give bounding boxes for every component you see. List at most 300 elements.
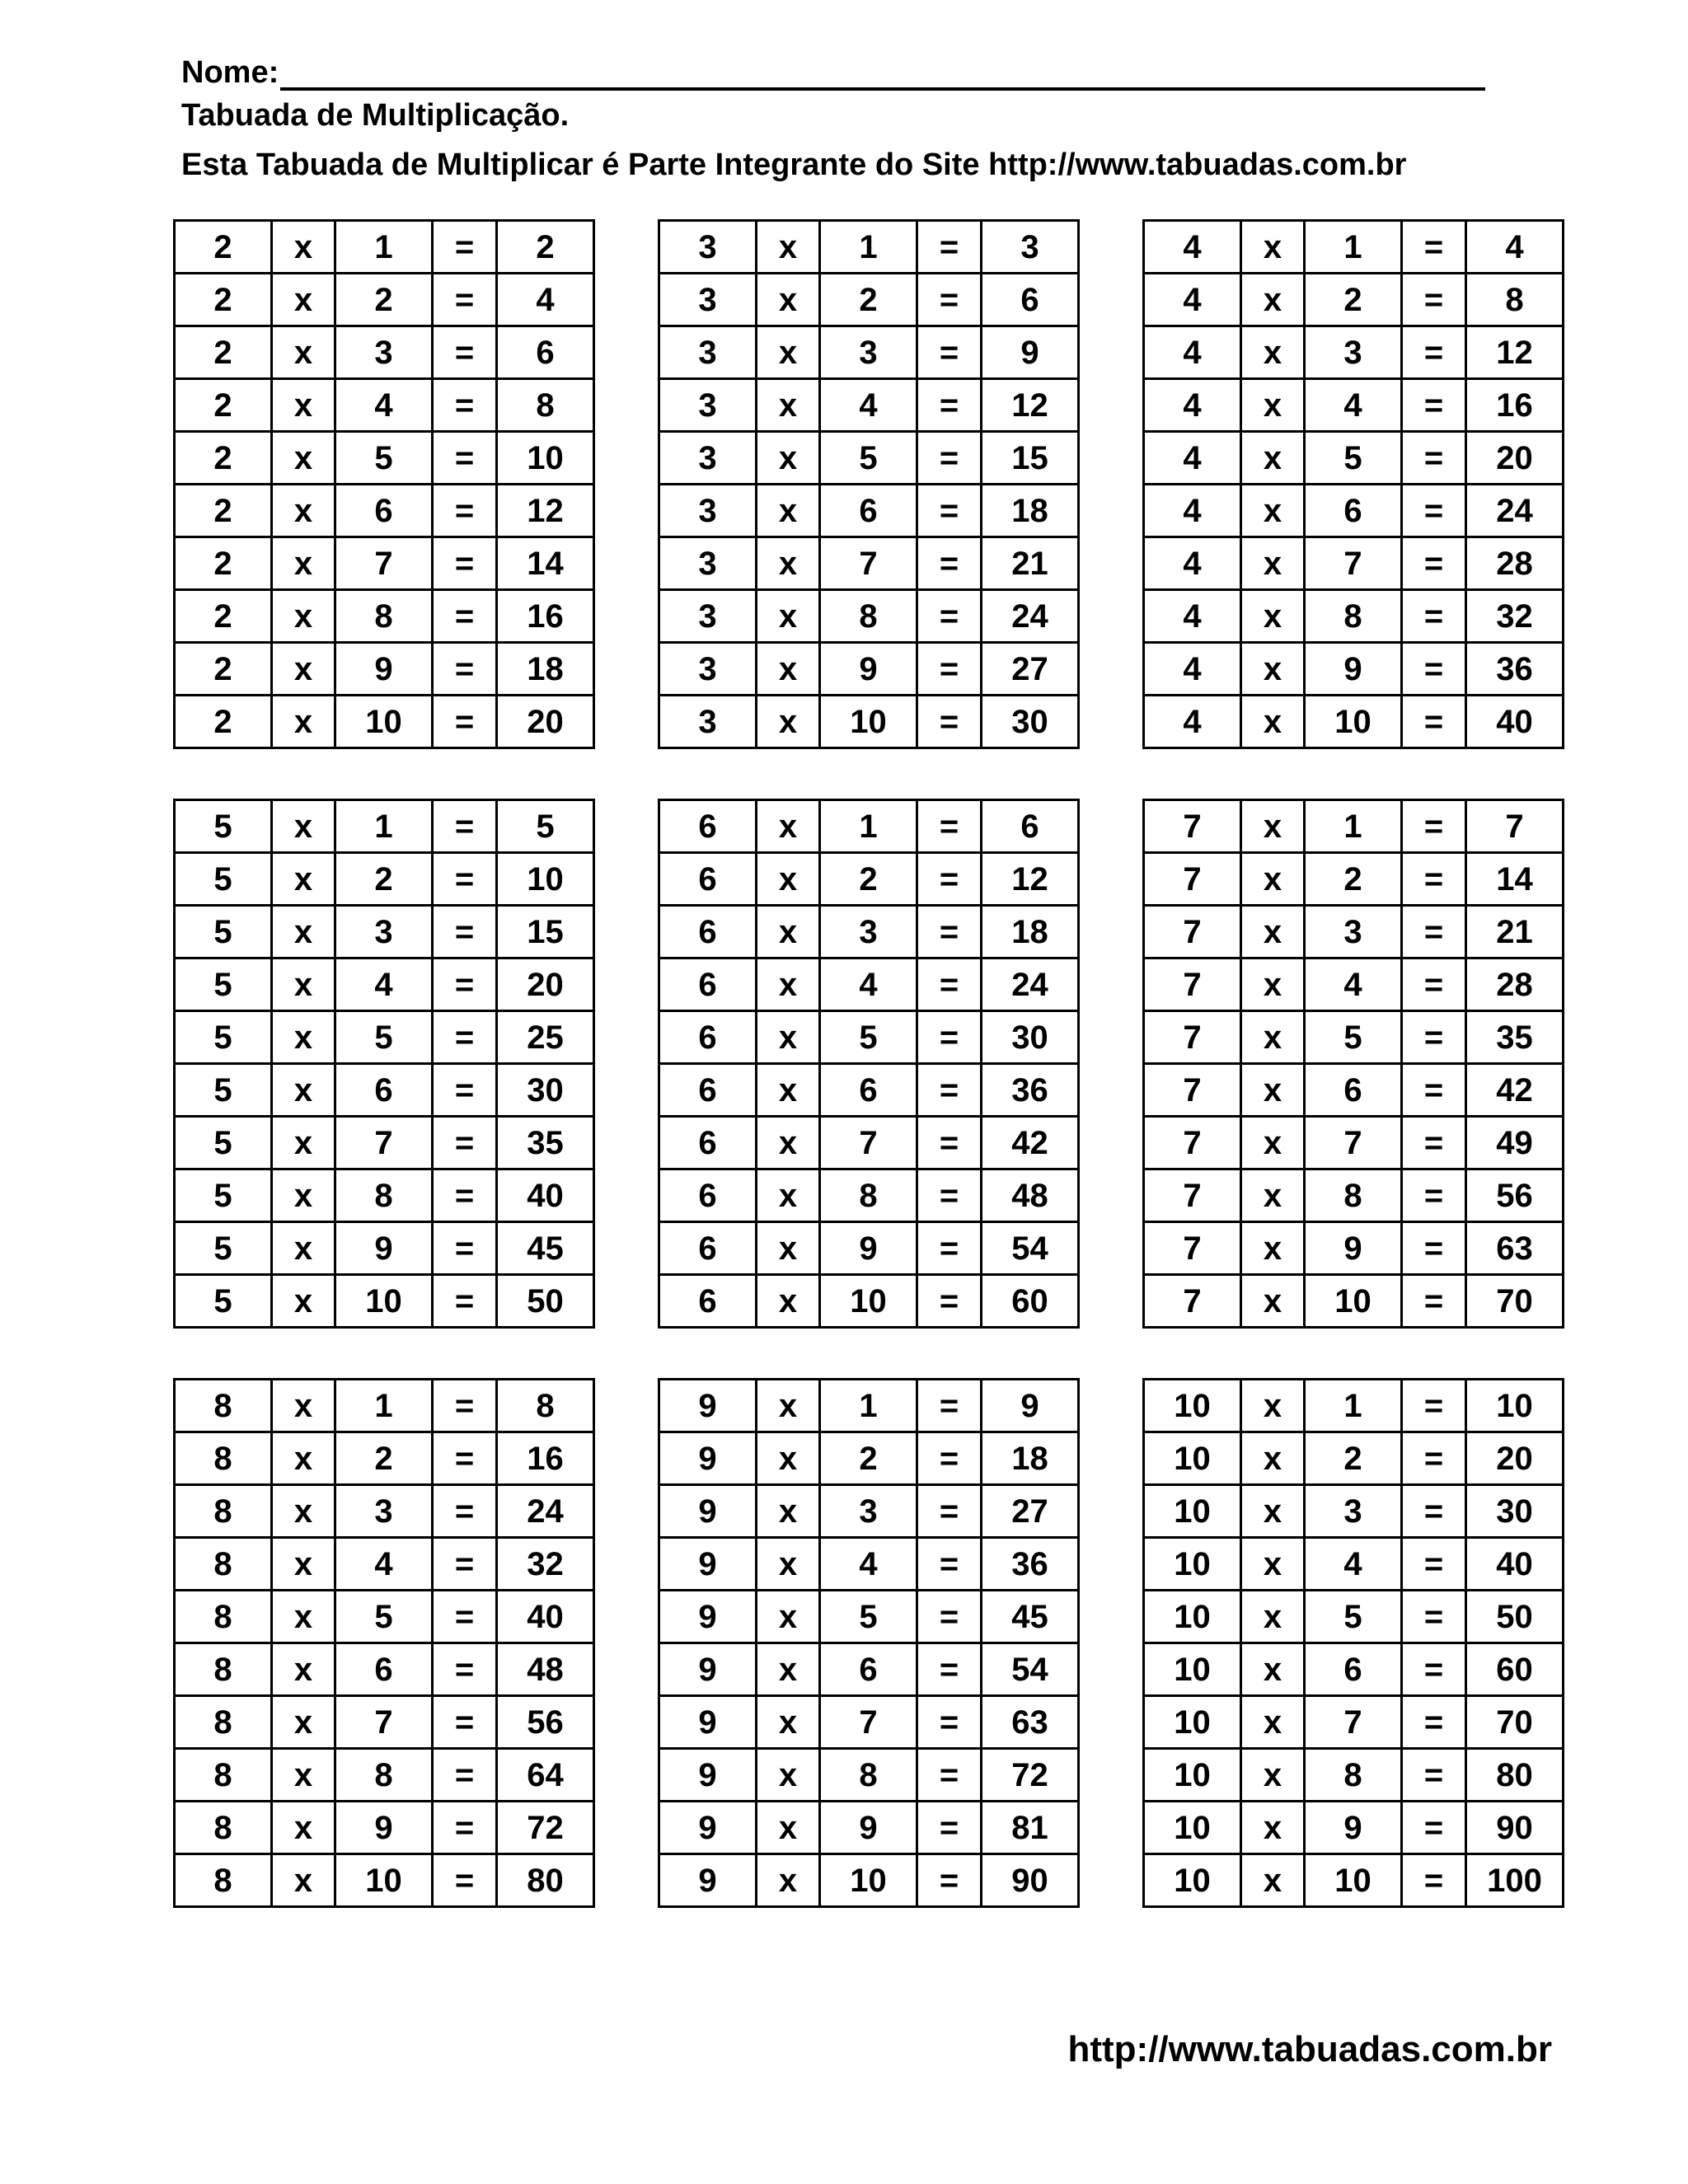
table-row: [1144, 1432, 1564, 1485]
multiplier-cell: 10: [1305, 696, 1402, 748]
times-symbol-cell: x: [757, 1749, 820, 1802]
result-cell: 90: [982, 1854, 1079, 1907]
table-row: [175, 643, 594, 696]
result-cell: 63: [1466, 1222, 1564, 1275]
base-cell: 2: [175, 537, 272, 590]
equals-symbol-cell: =: [1402, 537, 1466, 590]
table-row: [175, 1485, 594, 1538]
multiplier-cell: 7: [1305, 537, 1402, 590]
equals-symbol-cell: =: [917, 1854, 982, 1907]
times-symbol-cell: x: [272, 906, 335, 958]
base-cell: 5: [175, 1169, 272, 1222]
result-cell: 36: [982, 1538, 1079, 1591]
base-cell: 2: [175, 221, 272, 274]
equals-symbol-cell: =: [1402, 485, 1466, 537]
equals-symbol-cell: =: [433, 379, 497, 432]
base-cell: 10: [1144, 1485, 1241, 1538]
result-cell: 10: [1466, 1380, 1564, 1432]
multiplier-cell: 10: [1305, 1275, 1402, 1328]
result-cell: 40: [497, 1169, 594, 1222]
equals-symbol-cell: =: [433, 1117, 497, 1169]
result-cell: 24: [497, 1485, 594, 1538]
result-cell: 54: [982, 1643, 1079, 1696]
result-cell: 72: [982, 1749, 1079, 1802]
table-row: [1144, 326, 1564, 379]
table-row: [175, 274, 594, 326]
times-symbol-cell: x: [1241, 1696, 1305, 1749]
result-cell: 15: [982, 432, 1079, 485]
multiplier-cell: 4: [820, 1538, 917, 1591]
equals-symbol-cell: =: [433, 274, 497, 326]
table-row: [1144, 1117, 1564, 1169]
times-symbol-cell: x: [1241, 800, 1305, 853]
multiplication-table-4: [1142, 219, 1564, 749]
times-symbol-cell: x: [272, 537, 335, 590]
times-symbol-cell: x: [1241, 643, 1305, 696]
result-cell: 64: [497, 1749, 594, 1802]
multiplier-cell: 10: [820, 696, 917, 748]
result-cell: 7: [1466, 800, 1564, 853]
table-row: [659, 1169, 1079, 1222]
equals-symbol-cell: =: [1402, 1854, 1466, 1907]
base-cell: 3: [659, 432, 757, 485]
table-row: [1144, 1169, 1564, 1222]
table-row: [659, 1749, 1079, 1802]
multiplier-cell: 6: [335, 485, 433, 537]
multiplier-cell: 10: [335, 1854, 433, 1907]
times-symbol-cell: x: [1241, 1432, 1305, 1485]
multiplier-cell: 3: [335, 906, 433, 958]
table-row: [175, 1591, 594, 1643]
base-cell: 9: [659, 1485, 757, 1538]
result-cell: 81: [982, 1802, 1079, 1854]
multiplier-cell: 8: [820, 1169, 917, 1222]
multiplier-cell: 5: [1305, 1011, 1402, 1064]
multiplier-cell: 4: [335, 379, 433, 432]
times-symbol-cell: x: [757, 1432, 820, 1485]
times-symbol-cell: x: [757, 958, 820, 1011]
base-cell: 10: [1144, 1380, 1241, 1432]
worksheet-title: Tabuada de Multiplicação.: [181, 98, 570, 133]
table-row: [175, 1749, 594, 1802]
multiplier-cell: 6: [1305, 1064, 1402, 1117]
base-cell: 8: [175, 1591, 272, 1643]
times-symbol-cell: x: [757, 537, 820, 590]
times-symbol-cell: x: [1241, 537, 1305, 590]
table-row: [659, 485, 1079, 537]
times-symbol-cell: x: [757, 1064, 820, 1117]
times-symbol-cell: x: [1241, 221, 1305, 274]
equals-symbol-cell: =: [433, 221, 497, 274]
name-line: [181, 48, 1517, 91]
result-cell: 60: [1466, 1643, 1564, 1696]
result-cell: 28: [1466, 537, 1564, 590]
equals-symbol-cell: =: [1402, 1538, 1466, 1591]
equals-symbol-cell: =: [433, 1275, 497, 1328]
equals-symbol-cell: =: [917, 853, 982, 906]
multiplier-cell: 1: [820, 800, 917, 853]
times-symbol-cell: x: [757, 1802, 820, 1854]
table-row: [175, 1222, 594, 1275]
times-symbol-cell: x: [272, 1064, 335, 1117]
multiplier-cell: 2: [820, 853, 917, 906]
base-cell: 7: [1144, 1011, 1241, 1064]
multiplier-cell: 5: [335, 432, 433, 485]
times-symbol-cell: x: [272, 1222, 335, 1275]
times-symbol-cell: x: [757, 590, 820, 643]
equals-symbol-cell: =: [1402, 590, 1466, 643]
base-cell: 2: [175, 696, 272, 748]
multiplication-table-8: [173, 1378, 595, 1908]
base-cell: 3: [659, 590, 757, 643]
equals-symbol-cell: =: [1402, 1064, 1466, 1117]
multiplier-cell: 4: [1305, 1538, 1402, 1591]
result-cell: 8: [497, 379, 594, 432]
base-cell: 5: [175, 958, 272, 1011]
result-cell: 32: [497, 1538, 594, 1591]
times-symbol-cell: x: [272, 1802, 335, 1854]
multiplier-cell: 9: [335, 643, 433, 696]
multiplier-cell: 8: [1305, 590, 1402, 643]
multiplier-cell: 6: [1305, 1643, 1402, 1696]
equals-symbol-cell: =: [433, 1538, 497, 1591]
multiplier-cell: 8: [335, 1749, 433, 1802]
result-cell: 14: [1466, 853, 1564, 906]
multiplier-cell: 2: [1305, 1432, 1402, 1485]
equals-symbol-cell: =: [917, 958, 982, 1011]
times-symbol-cell: x: [757, 906, 820, 958]
base-cell: 3: [659, 379, 757, 432]
multiplier-cell: 7: [1305, 1696, 1402, 1749]
multiplier-cell: 3: [1305, 326, 1402, 379]
times-symbol-cell: x: [1241, 853, 1305, 906]
base-cell: 7: [1144, 1222, 1241, 1275]
equals-symbol-cell: =: [917, 1117, 982, 1169]
table-row: [659, 1064, 1079, 1117]
base-cell: 3: [659, 696, 757, 748]
result-cell: 60: [982, 1275, 1079, 1328]
name-write-line[interactable]: [280, 56, 1485, 91]
equals-symbol-cell: =: [1402, 643, 1466, 696]
result-cell: 20: [497, 696, 594, 748]
result-cell: 24: [982, 958, 1079, 1011]
table-row: [659, 1011, 1079, 1064]
equals-symbol-cell: =: [1402, 326, 1466, 379]
equals-symbol-cell: =: [1402, 1749, 1466, 1802]
result-cell: 80: [1466, 1749, 1564, 1802]
times-symbol-cell: x: [272, 1749, 335, 1802]
table-row: [659, 800, 1079, 853]
multiplier-cell: 2: [1305, 274, 1402, 326]
result-cell: 21: [982, 537, 1079, 590]
times-symbol-cell: x: [757, 485, 820, 537]
result-cell: 70: [1466, 1696, 1564, 1749]
result-cell: 18: [982, 1432, 1079, 1485]
base-cell: 5: [175, 1222, 272, 1275]
times-symbol-cell: x: [1241, 326, 1305, 379]
base-cell: 2: [175, 326, 272, 379]
multiplier-cell: 9: [820, 1222, 917, 1275]
equals-symbol-cell: =: [433, 853, 497, 906]
base-cell: 3: [659, 274, 757, 326]
equals-symbol-cell: =: [1402, 221, 1466, 274]
base-cell: 6: [659, 1117, 757, 1169]
times-symbol-cell: x: [757, 696, 820, 748]
table-row: [175, 1696, 594, 1749]
times-symbol-cell: x: [1241, 1591, 1305, 1643]
equals-symbol-cell: =: [433, 1064, 497, 1117]
table-row: [659, 1117, 1079, 1169]
times-symbol-cell: x: [757, 274, 820, 326]
base-cell: 2: [175, 590, 272, 643]
equals-symbol-cell: =: [917, 1275, 982, 1328]
result-cell: 9: [982, 326, 1079, 379]
base-cell: 7: [1144, 1064, 1241, 1117]
table-row: [175, 906, 594, 958]
equals-symbol-cell: =: [917, 537, 982, 590]
multiplier-cell: 8: [820, 1749, 917, 1802]
times-symbol-cell: x: [1241, 1854, 1305, 1907]
base-cell: 6: [659, 958, 757, 1011]
times-symbol-cell: x: [757, 853, 820, 906]
times-symbol-cell: x: [757, 221, 820, 274]
result-cell: 30: [982, 696, 1079, 748]
table-row: [1144, 958, 1564, 1011]
equals-symbol-cell: =: [1402, 958, 1466, 1011]
times-symbol-cell: x: [272, 1011, 335, 1064]
table-row: [175, 1169, 594, 1222]
result-cell: 21: [1466, 906, 1564, 958]
base-cell: 6: [659, 1275, 757, 1328]
equals-symbol-cell: =: [917, 1538, 982, 1591]
base-cell: 4: [1144, 537, 1241, 590]
times-symbol-cell: x: [272, 1275, 335, 1328]
result-cell: 12: [982, 853, 1079, 906]
equals-symbol-cell: =: [917, 1749, 982, 1802]
times-symbol-cell: x: [272, 590, 335, 643]
equals-symbol-cell: =: [917, 906, 982, 958]
table-row: [659, 326, 1079, 379]
result-cell: 48: [497, 1643, 594, 1696]
times-symbol-cell: x: [1241, 1538, 1305, 1591]
times-symbol-cell: x: [1241, 1222, 1305, 1275]
equals-symbol-cell: =: [917, 1011, 982, 1064]
base-cell: 3: [659, 221, 757, 274]
table-row: [659, 1643, 1079, 1696]
multiplier-cell: 9: [335, 1222, 433, 1275]
times-symbol-cell: x: [1241, 1275, 1305, 1328]
equals-symbol-cell: =: [1402, 379, 1466, 432]
equals-symbol-cell: =: [1402, 906, 1466, 958]
table-row: [1144, 537, 1564, 590]
table-row: [1144, 1011, 1564, 1064]
base-cell: 4: [1144, 274, 1241, 326]
base-cell: 7: [1144, 958, 1241, 1011]
result-cell: 35: [497, 1117, 594, 1169]
times-symbol-cell: x: [1241, 1117, 1305, 1169]
times-symbol-cell: x: [1241, 1749, 1305, 1802]
base-cell: 6: [659, 1169, 757, 1222]
result-cell: 8: [497, 1380, 594, 1432]
multiplier-cell: 9: [1305, 1802, 1402, 1854]
equals-symbol-cell: =: [1402, 274, 1466, 326]
equals-symbol-cell: =: [1402, 1117, 1466, 1169]
times-symbol-cell: x: [1241, 1802, 1305, 1854]
equals-symbol-cell: =: [433, 643, 497, 696]
multiplier-cell: 8: [335, 1169, 433, 1222]
equals-symbol-cell: =: [917, 1222, 982, 1275]
table-row: [659, 1380, 1079, 1432]
base-cell: 9: [659, 1538, 757, 1591]
result-cell: 27: [982, 643, 1079, 696]
multiplication-table-5: [173, 799, 595, 1329]
multiplier-cell: 9: [820, 643, 917, 696]
times-symbol-cell: x: [757, 1643, 820, 1696]
equals-symbol-cell: =: [1402, 1643, 1466, 1696]
multiplier-cell: 1: [335, 221, 433, 274]
table-row: [175, 800, 594, 853]
equals-symbol-cell: =: [1402, 1011, 1466, 1064]
equals-symbol-cell: =: [917, 1591, 982, 1643]
multiplication-table-7: [1142, 799, 1564, 1329]
equals-symbol-cell: =: [433, 590, 497, 643]
base-cell: 8: [175, 1432, 272, 1485]
result-cell: 70: [1466, 1275, 1564, 1328]
times-symbol-cell: x: [757, 432, 820, 485]
base-cell: 6: [659, 1064, 757, 1117]
times-symbol-cell: x: [757, 326, 820, 379]
multiplier-cell: 7: [1305, 1117, 1402, 1169]
times-symbol-cell: x: [1241, 1011, 1305, 1064]
equals-symbol-cell: =: [433, 1222, 497, 1275]
result-cell: 3: [982, 221, 1079, 274]
result-cell: 14: [497, 537, 594, 590]
equals-symbol-cell: =: [433, 485, 497, 537]
table-row: [659, 1222, 1079, 1275]
result-cell: 100: [1466, 1854, 1564, 1907]
result-cell: 12: [982, 379, 1079, 432]
table-row: [175, 590, 594, 643]
equals-symbol-cell: =: [433, 432, 497, 485]
multiplier-cell: 1: [1305, 221, 1402, 274]
multiplier-cell: 2: [335, 274, 433, 326]
base-cell: 9: [659, 1432, 757, 1485]
table-row: [659, 1854, 1079, 1907]
base-cell: 10: [1144, 1749, 1241, 1802]
multiplier-cell: 3: [820, 906, 917, 958]
result-cell: 49: [1466, 1117, 1564, 1169]
equals-symbol-cell: =: [1402, 1696, 1466, 1749]
result-cell: 25: [497, 1011, 594, 1064]
multiplication-table-3: [658, 219, 1080, 749]
base-cell: 5: [175, 800, 272, 853]
result-cell: 32: [1466, 590, 1564, 643]
table-row: [175, 1643, 594, 1696]
multiplier-cell: 5: [335, 1591, 433, 1643]
equals-symbol-cell: =: [917, 1380, 982, 1432]
base-cell: 5: [175, 1064, 272, 1117]
equals-symbol-cell: =: [917, 485, 982, 537]
equals-symbol-cell: =: [433, 1380, 497, 1432]
multiplier-cell: 6: [335, 1643, 433, 1696]
times-symbol-cell: x: [272, 432, 335, 485]
base-cell: 2: [175, 432, 272, 485]
result-cell: 20: [1466, 1432, 1564, 1485]
table-row: [659, 537, 1079, 590]
times-symbol-cell: x: [757, 800, 820, 853]
equals-symbol-cell: =: [917, 590, 982, 643]
equals-symbol-cell: =: [1402, 1591, 1466, 1643]
base-cell: 4: [1144, 221, 1241, 274]
multiplier-cell: 7: [820, 1696, 917, 1749]
base-cell: 9: [659, 1643, 757, 1696]
table-row: [659, 958, 1079, 1011]
times-symbol-cell: x: [1241, 590, 1305, 643]
equals-symbol-cell: =: [433, 800, 497, 853]
table-row: [1144, 1380, 1564, 1432]
equals-symbol-cell: =: [917, 274, 982, 326]
result-cell: 63: [982, 1696, 1079, 1749]
table-row: [659, 1696, 1079, 1749]
result-cell: 42: [1466, 1064, 1564, 1117]
result-cell: 36: [982, 1064, 1079, 1117]
base-cell: 7: [1144, 906, 1241, 958]
result-cell: 18: [982, 906, 1079, 958]
equals-symbol-cell: =: [1402, 1222, 1466, 1275]
times-symbol-cell: x: [272, 485, 335, 537]
table-row: [659, 379, 1079, 432]
times-symbol-cell: x: [1241, 274, 1305, 326]
times-symbol-cell: x: [757, 1854, 820, 1907]
base-cell: 6: [659, 853, 757, 906]
multiplier-cell: 1: [820, 1380, 917, 1432]
base-cell: 5: [175, 1117, 272, 1169]
table-row: [175, 1432, 594, 1485]
base-cell: 10: [1144, 1432, 1241, 1485]
base-cell: 9: [659, 1591, 757, 1643]
equals-symbol-cell: =: [917, 1802, 982, 1854]
base-cell: 4: [1144, 326, 1241, 379]
times-symbol-cell: x: [272, 958, 335, 1011]
base-cell: 4: [1144, 696, 1241, 748]
table-row: [659, 1802, 1079, 1854]
multiplier-cell: 3: [335, 1485, 433, 1538]
equals-symbol-cell: =: [433, 1749, 497, 1802]
base-cell: 5: [175, 906, 272, 958]
times-symbol-cell: x: [272, 1117, 335, 1169]
multiplier-cell: 5: [820, 432, 917, 485]
table-row: [659, 1432, 1079, 1485]
table-row: [175, 1854, 594, 1907]
equals-symbol-cell: =: [1402, 432, 1466, 485]
table-row: [659, 1591, 1079, 1643]
result-cell: 45: [497, 1222, 594, 1275]
base-cell: 9: [659, 1802, 757, 1854]
base-cell: 10: [1144, 1538, 1241, 1591]
equals-symbol-cell: =: [917, 221, 982, 274]
equals-symbol-cell: =: [433, 1169, 497, 1222]
multiplier-cell: 2: [335, 853, 433, 906]
base-cell: 5: [175, 1011, 272, 1064]
table-row: [1144, 1222, 1564, 1275]
times-symbol-cell: x: [272, 1854, 335, 1907]
result-cell: 20: [497, 958, 594, 1011]
base-cell: 9: [659, 1854, 757, 1907]
result-cell: 90: [1466, 1802, 1564, 1854]
table-row: [1144, 1802, 1564, 1854]
table-row: [175, 432, 594, 485]
multiplier-cell: 3: [335, 326, 433, 379]
